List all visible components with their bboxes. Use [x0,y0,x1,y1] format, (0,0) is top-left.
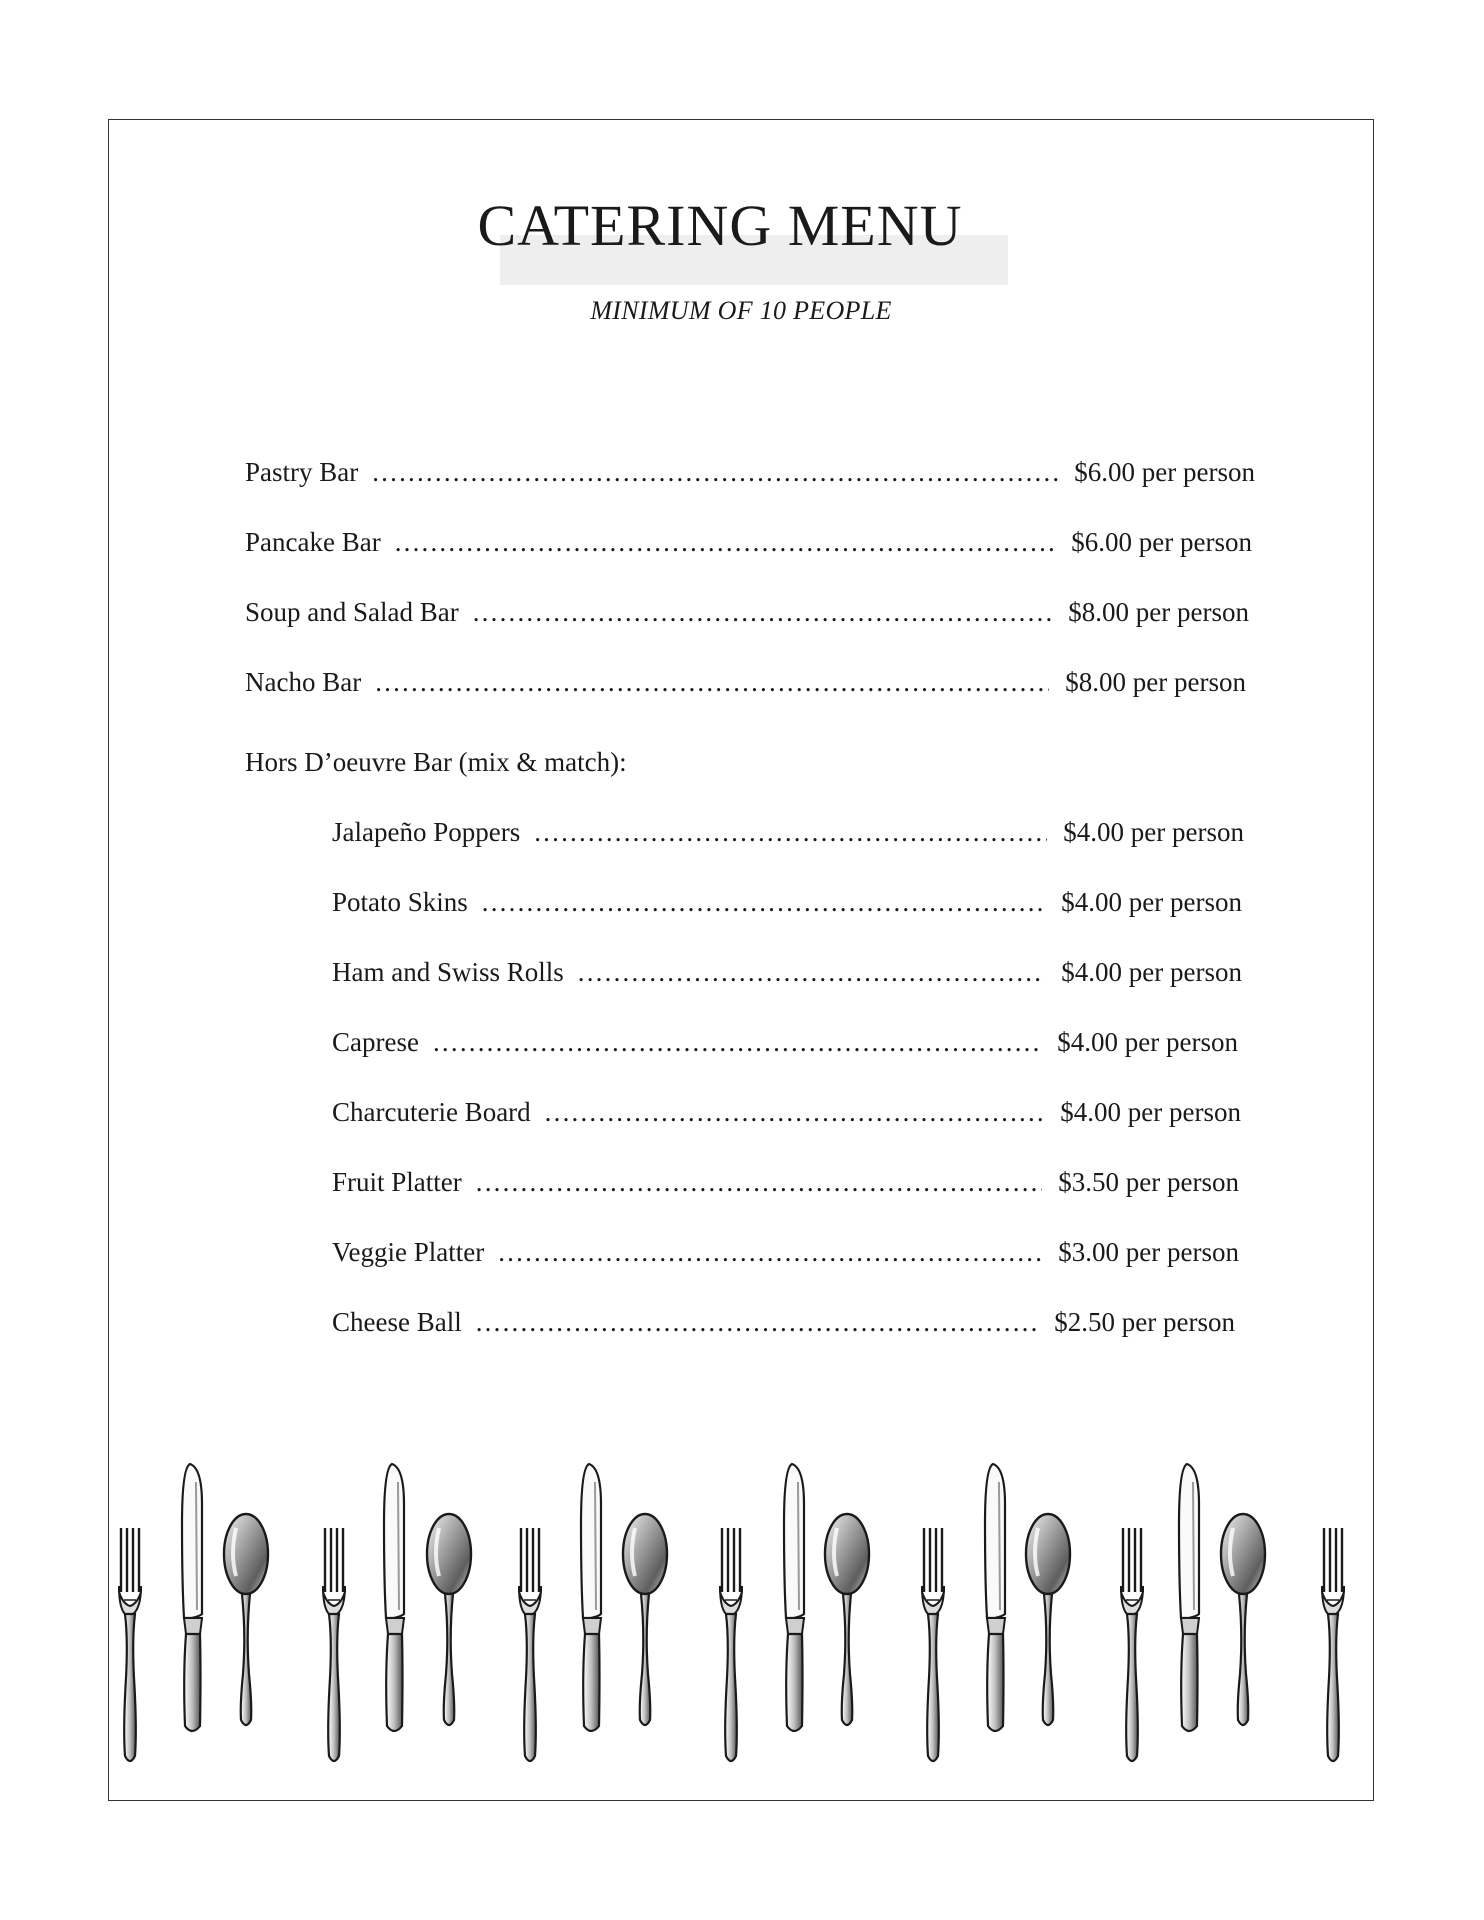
menu-item-name: Cheese Ball [332,1307,462,1337]
fork-icon [720,1528,742,1761]
menu-item-fruit-platter [332,1167,1239,1198]
menu-item-pancake-bar [245,527,1252,558]
menu-item-nacho-bar [245,667,1246,698]
menu-item-price: $4.00 per person [1057,1027,1238,1057]
menu-item-veggie-platter [332,1237,1239,1268]
title-block [109,192,1373,282]
menu-item-ham-swiss-rolls [332,957,1242,988]
menu-item-price: $4.00 per person [1060,1097,1241,1127]
menu-item-name: Fruit Platter [332,1167,462,1197]
spoon-icon [224,1514,268,1725]
dot-leader [372,457,1058,488]
menu-item-potato-skins [332,887,1242,918]
menu-item-price: $4.00 per person [1061,957,1242,987]
menu-item-price: $4.00 per person [1063,817,1244,847]
dot-leader [498,1237,1042,1268]
menu-item-name: Nacho Bar [245,667,362,697]
page-title: CATERING MENU [477,193,963,258]
hors-doeuvre-heading: Hors D’oeuvre Bar (mix & match): [245,747,627,777]
menu-item-price: $4.00 per person [1061,887,1242,917]
dot-leader [534,817,1047,848]
menu-item-price: $3.50 per person [1058,1167,1239,1197]
knife-icon [384,1464,404,1731]
menu-item-price: $6.00 per person [1071,527,1252,557]
cutlery-illustration [109,1444,1374,1794]
dot-leader [545,1097,1045,1128]
menu-item-name: Veggie Platter [332,1237,485,1267]
menu-item-cheese-ball [332,1307,1235,1338]
spoon-icon [1221,1514,1265,1725]
knife-icon [784,1464,804,1731]
knife-icon [581,1464,601,1731]
menu-item-name: Pastry Bar [245,457,359,487]
dot-leader [473,597,1053,628]
menu-item-caprese [332,1027,1238,1058]
fork-icon [922,1528,944,1761]
dot-leader [476,1167,1043,1198]
menu-item-price: $3.00 per person [1058,1237,1239,1267]
spoon-icon [623,1514,667,1725]
knife-icon [985,1464,1005,1731]
page-subtitle: MINIMUM OF 10 PEOPLE [590,296,892,325]
menu-item-price: $2.50 per person [1054,1307,1235,1337]
menu-item-price: $6.00 per person [1074,457,1255,487]
spoon-icon [427,1514,471,1725]
menu-item-name: Ham and Swiss Rolls [332,957,564,987]
fork-icon [1121,1528,1143,1761]
fork-icon [119,1528,141,1761]
dot-leader [375,667,1049,698]
spoon-icon [1026,1514,1070,1725]
dot-leader [482,887,1046,918]
menu-item-name: Jalapeño Poppers [332,817,521,847]
menu-item-soup-salad-bar [245,597,1249,628]
fork-icon [519,1528,541,1761]
menu-item-pastry-bar [245,457,1255,488]
menu-item-name: Soup and Salad Bar [245,597,459,627]
menu-page-frame [108,119,1374,1801]
menu-item-charcuterie-board [332,1097,1241,1128]
menu-item-name: Potato Skins [332,887,468,917]
dot-leader [476,1307,1039,1338]
spoon-icon [825,1514,869,1725]
menu-item-name: Caprese [332,1027,419,1057]
knife-icon [182,1464,202,1731]
dot-leader [395,527,1056,558]
menu-item-name: Charcuterie Board [332,1097,531,1127]
fork-icon [323,1528,345,1761]
menu-item-jalapeno-poppers [332,817,1244,848]
dot-leader [433,1027,1041,1058]
menu-item-name: Pancake Bar [245,527,381,557]
dot-leader [578,957,1046,988]
fork-icon [1322,1528,1344,1761]
menu-item-price: $8.00 per person [1065,667,1246,697]
menu-item-price: $8.00 per person [1068,597,1249,627]
knife-icon [1179,1464,1199,1731]
